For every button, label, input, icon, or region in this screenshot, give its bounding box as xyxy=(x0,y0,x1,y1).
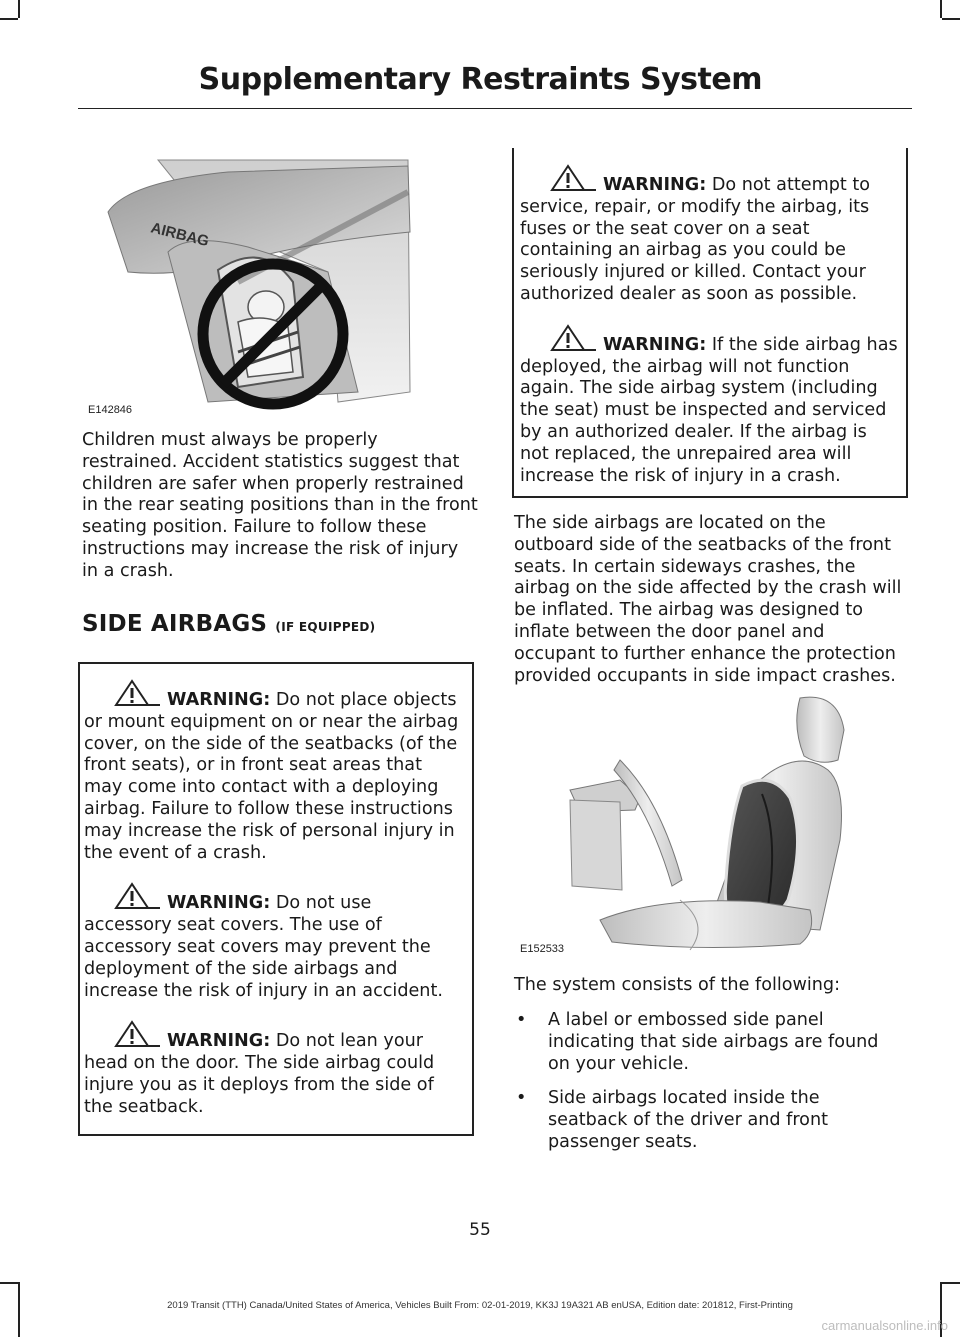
warning-text: If the side airbag has deployed, the airbag will not function again. The side airbag system (including the seat) must be inspected and serviced by an authorized dealer. If the airbag is not replaced, the unrepaired area will increase the risk of injury in a crash. xyxy=(520,334,898,486)
section-heading-side-airbags xyxy=(82,611,375,637)
page-number: 55 xyxy=(469,1220,491,1240)
crop-mark xyxy=(0,18,18,20)
figure-code: E152533 xyxy=(520,943,565,955)
warning-block xyxy=(84,1018,464,1118)
warning-label: WARNING: xyxy=(603,334,707,355)
warning-label: WARNING: xyxy=(167,893,271,914)
crop-mark xyxy=(940,0,942,18)
child-seat-prohibited-illustration xyxy=(88,152,418,422)
warning-label: WARNING: xyxy=(603,175,707,195)
warning-text: Do not place objects or mount equipment on or near the airbag cover, on the side of the seatbacks (of the front seats), or in front seat areas that may come into contact with a deploying airbag. Failure to follow these instructions may increase the risk of personal injury in the event of a crash. xyxy=(84,690,459,863)
warning-label: WARNING: xyxy=(167,1031,271,1052)
warning-triangle-icon xyxy=(548,162,600,194)
side-airbag-seat-figure xyxy=(560,690,910,960)
warning-triangle-icon xyxy=(548,322,600,354)
edition-footer: 2019 Transit (TTH) Canada/United States of America, Vehicles Built From: 02-01-2019, KK3J 19A321 AB enUSA, Edition date: 201812, First-Printing xyxy=(167,1300,793,1311)
crop-mark xyxy=(0,1282,18,1284)
list-item: • A label or embossed side panel indicating that side airbags are found on your vehicle. xyxy=(514,1010,904,1075)
warning-triangle-icon xyxy=(112,1018,164,1050)
child-restraint-paragraph: Children must always be properly restrained. Accident statistics suggest that children are safer when properly restrained in the rear seating positions than in the front seating position. Failure to follow these instructions may increase the risk of injury in a crash. xyxy=(82,430,478,581)
warning-text: Do not use accessory seat covers. The use of accessory seat covers may prevent the deployment of the side airbags and increase the risk of injury in an accident. xyxy=(84,893,443,1001)
page-title: Supplementary Restraints System xyxy=(198,62,762,97)
side-airbag-seat-illustration xyxy=(560,690,910,960)
warning-block xyxy=(84,677,464,864)
airbag-label-text: AIRBAG xyxy=(149,219,211,251)
watermark: carmanualsonline.info xyxy=(821,1318,948,1333)
page-header xyxy=(78,58,912,109)
list-item: • Side airbags located inside the seatback of the driver and front passenger seats. xyxy=(514,1088,904,1153)
system-consists-paragraph: The system consists of the following: xyxy=(514,975,841,995)
section-heading-text: SIDE AIRBAGS xyxy=(82,611,268,637)
warning-block xyxy=(520,322,900,488)
system-components-list xyxy=(514,1010,904,1167)
warning-block xyxy=(520,162,900,306)
warning-triangle-icon xyxy=(112,677,164,709)
warning-label: WARNING: xyxy=(167,690,271,710)
figure-code: E142846 xyxy=(88,404,133,416)
warning-block xyxy=(84,880,464,1002)
crop-mark xyxy=(18,0,20,18)
warning-box-right xyxy=(512,148,908,498)
warning-box-left xyxy=(78,662,474,1136)
warning-text: Do not lean your head on the door. The side airbag could injure you as it deploys from the side of the seatback. xyxy=(84,1031,435,1117)
section-heading-suffix: (IF EQUIPPED) xyxy=(275,620,376,634)
warning-triangle-icon xyxy=(112,880,164,912)
child-seat-airbag-figure xyxy=(88,152,418,422)
warning-text: Do not attempt to service, repair, or modify the airbag, its fuses or the seat cover on a seat containing an airbag as you could be seriously injured or killed. Contact your authorized dealer as soon as possible. xyxy=(520,175,871,304)
side-airbag-location-paragraph: The side airbags are located on the outboard side of the seatbacks of the front seats. In certain sideways crashes, the airbag on the side affected by the crash will be inflated. The airbag was designed to inflate between the door panel and occupant to further enhance the protection provided occupants in side impact crashes. xyxy=(514,513,902,686)
crop-mark xyxy=(942,1282,960,1284)
crop-mark xyxy=(942,18,960,20)
